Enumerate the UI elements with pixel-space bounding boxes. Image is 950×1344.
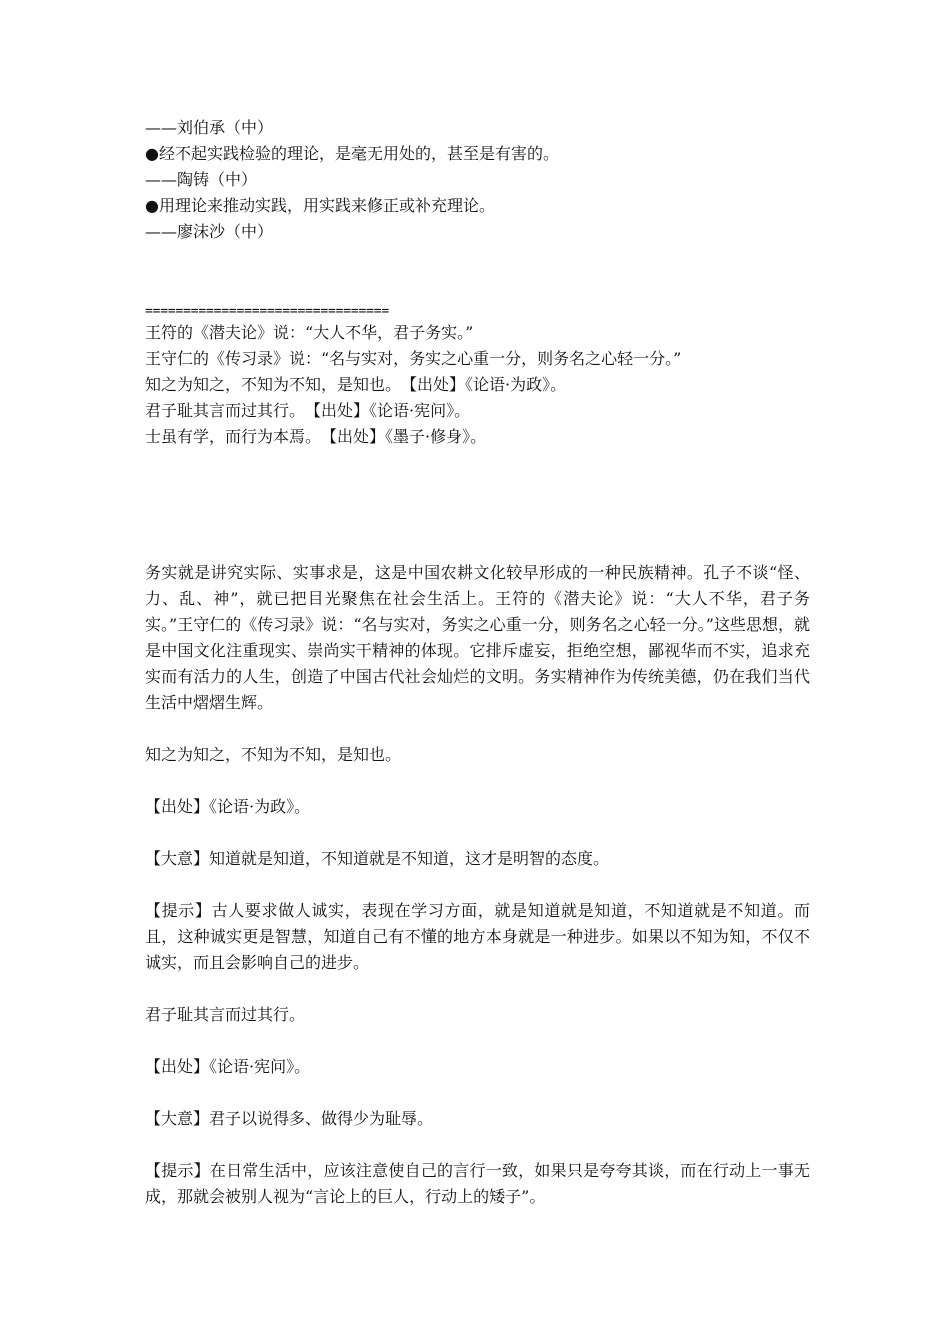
essay-paragraph: 务实就是讲究实际、实事求是，这是中国农耕文化较早形成的一种民族精神。孔子不谈“怪、力、乱、神”，就已把目光聚焦在社会生活上。王符的《潜夫论》说：“大人不华，君子务实。”王守仁的《传习录》说：“名与实对，务实之心重一分，则务名之心轻一分。”这些思想，就是中国文化注重现实、崇尚实干精神的体现。它排斥虚妄，拒绝空想，鄙视华而不实，追求充实而有活力的人生，创造了中国古代社会灿烂的文明。务实精神作为传统美德，仍在我们当代生活中熠熠生辉。 <box>145 563 810 712</box>
quote-line: 王符的《潜夫论》说：“大人不华，君子务实。” <box>145 323 474 342</box>
quotes-top <box>145 115 559 245</box>
essay-paragraph: 【大意】知道就是知道，不知道就是不知道，这才是明智的态度。 <box>145 849 610 868</box>
essay-body <box>145 560 810 1236</box>
separator-line: ================================ <box>145 304 390 319</box>
quote-line: ●经不起实践检验的理论，是毫无用处的，甚至是有害的。 <box>145 144 559 163</box>
essay-paragraph: 君子耻其言而过其行。 <box>145 1005 306 1024</box>
quote-attribution: ——陶铸（中） <box>145 170 258 189</box>
quote-line: 知之为知之，不知为不知，是知也。 【出处】《论语·为政》。 <box>145 375 567 394</box>
quotes-mid <box>145 304 681 450</box>
quote-attribution: ——廖沫沙（中） <box>145 222 274 241</box>
quote-line: ●用理论来推动实践，用实践来修正或补充理论。 <box>145 196 495 215</box>
essay-paragraph: 【大意】君子以说得多、做得少为耻辱。 <box>145 1109 434 1128</box>
essay-paragraph: 知之为知之，不知为不知，是知也。 <box>145 745 402 764</box>
quote-line: 王守仁的《传习录》说：“名与实对，务实之心重一分，则务名之心轻一分。” <box>145 349 682 368</box>
essay-paragraph: 【提示】古人要求做人诚实，表现在学习方面，就是知道就是知道，不知道就是不知道。而且，这种诚实更是智慧，知道自己有不懂的地方本身就是一种进步。如果以不知为知，不仅不诚实，而且会影响自己的进步。 <box>145 901 810 972</box>
quote-line: 君子耻其言而过其行。 【出处】《论语·宪问》。 <box>145 401 471 420</box>
essay-paragraph: 【提示】在日常生活中，应该注意使自己的言行一致，如果只是夸夸其谈，而在行动上一事无成，那就会被别人视为“言论上的巨人，行动上的矮子”。 <box>145 1161 810 1206</box>
quote-line: 士虽有学，而行为本焉。 【出处】《墨子·修身》。 <box>145 427 487 446</box>
quote-attribution: ——刘伯承（中） <box>145 118 274 137</box>
essay-paragraph: 【出处】《论语·宪问》。 <box>145 1057 311 1076</box>
essay-paragraph: 【出处】《论语·为政》。 <box>145 797 311 816</box>
